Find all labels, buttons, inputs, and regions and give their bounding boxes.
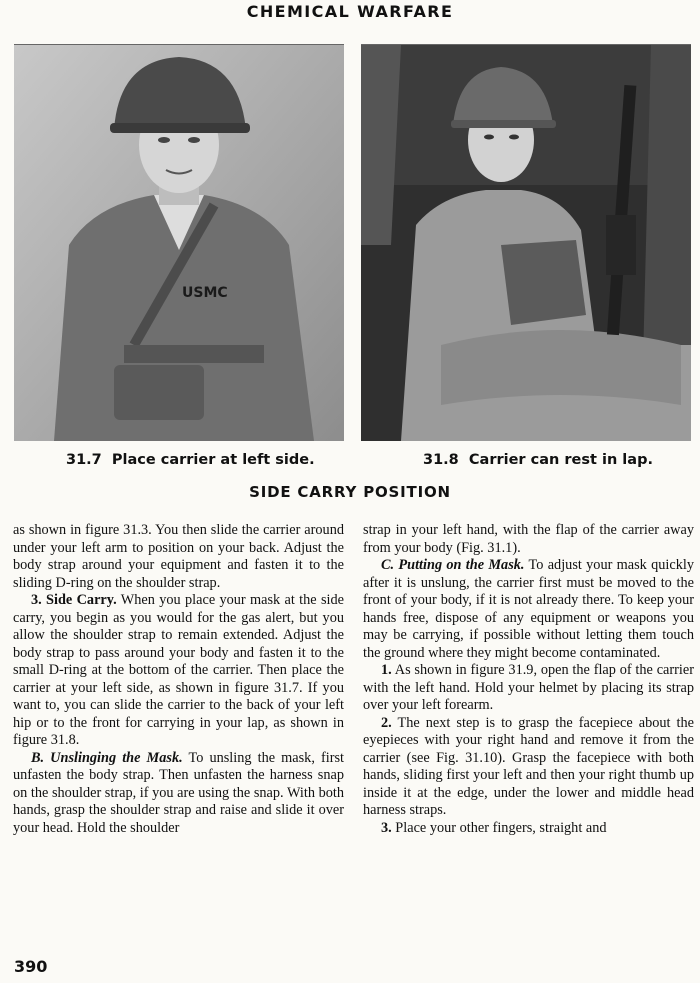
paragraph-heading: 3. Side Carry. — [31, 592, 117, 608]
figure-31-7-caption — [66, 452, 315, 468]
paragraph-unslinging — [13, 750, 344, 838]
paragraph-step-3 — [363, 820, 694, 838]
right-text-column — [363, 522, 694, 837]
figure-31-8-caption — [423, 452, 653, 468]
caption-text: Place carrier at left side. — [111, 452, 315, 468]
section-title: SIDE CARRY POSITION — [249, 483, 451, 501]
page-number: 390 — [14, 957, 48, 976]
paragraph-heading: 1. — [381, 662, 392, 678]
usmc-shirt-text: USMC — [182, 285, 228, 301]
paragraph-step-2 — [363, 715, 694, 820]
paragraph: strap in your left hand, with the flap of the carrier away from your body (Fig. 31.1). — [363, 522, 694, 556]
paragraph-text: As shown in figure 31.9, open the flap of the carrier with the left hand. Hold your helmet by placing its strap over your left forearm. — [363, 662, 694, 713]
paragraph-side-carry — [13, 592, 344, 750]
paragraph-text: To unsling the mask, first unfasten the body strap. Then unfasten the harness snap on the shoulder strap, if you are using the snap. With both hands, grasp the shoulder strap and raise and slide it over your head. Hold the shoulder — [13, 749, 344, 836]
left-text-column — [13, 522, 344, 837]
paragraph-text: The next step is to grasp the facepiece about the eyepieces with your right hand and remove it from the carrier (see Fig. 31.10). Grasp the facepiece with both hands, sliding first your left and then your right thumb up inside it at the edge, under the lower and middle head harness straps. — [363, 714, 694, 818]
paragraph-putting-on — [363, 557, 694, 662]
soldier-in-vehicle-image — [361, 45, 691, 441]
figure-31-7-photo — [14, 44, 344, 441]
paragraph-heading: 2. — [381, 714, 392, 731]
paragraph-text: Place your other fingers, straight and — [391, 819, 607, 836]
running-title: CHEMICAL WARFARE — [246, 2, 454, 21]
paragraph: as shown in figure 31.3. You then slide the carrier around under your left arm to position on your back. Adjust the body strap around your equipment and fasten it to the sliding D-ring on the shoulder strap. — [13, 522, 344, 591]
paragraph-heading: B. Unslinging the Mask. — [31, 749, 183, 766]
paragraph-heading: C. Putting on the Mask. — [381, 557, 525, 573]
figure-31-8-photo — [361, 44, 691, 441]
paragraph-heading: 3. — [381, 819, 392, 836]
figure-number: 31.8 — [423, 452, 459, 468]
soldier-left-side-image — [14, 45, 344, 441]
paragraph-step-1 — [363, 662, 694, 715]
paragraph-text: To adjust your mask quickly after it is unslung, the carrier first must be moved to the front of your body, if it is not already there. To keep your hands free, dispose of any equipment or weapons you may be carrying, if possible without letting them touch the ground where they might become contaminated. — [363, 557, 694, 661]
paragraph-text: When you place your mask at the side carry, you begin as you would for the gas alert, but you allow the shoulder strap to remain extended. Adjust the body strap to pass around your body and fasten it to the small D-ring at the bottom of the carrier. Then place the carrier at your left side, as shown in figure 31.7. If you want to, you can slide the carrier to the back of your left hip or to the front for carrying in your lap, as shown in figure 31.8. — [13, 592, 344, 748]
figure-number: 31.7 — [66, 452, 102, 468]
caption-text: Carrier can rest in lap. — [468, 452, 653, 468]
